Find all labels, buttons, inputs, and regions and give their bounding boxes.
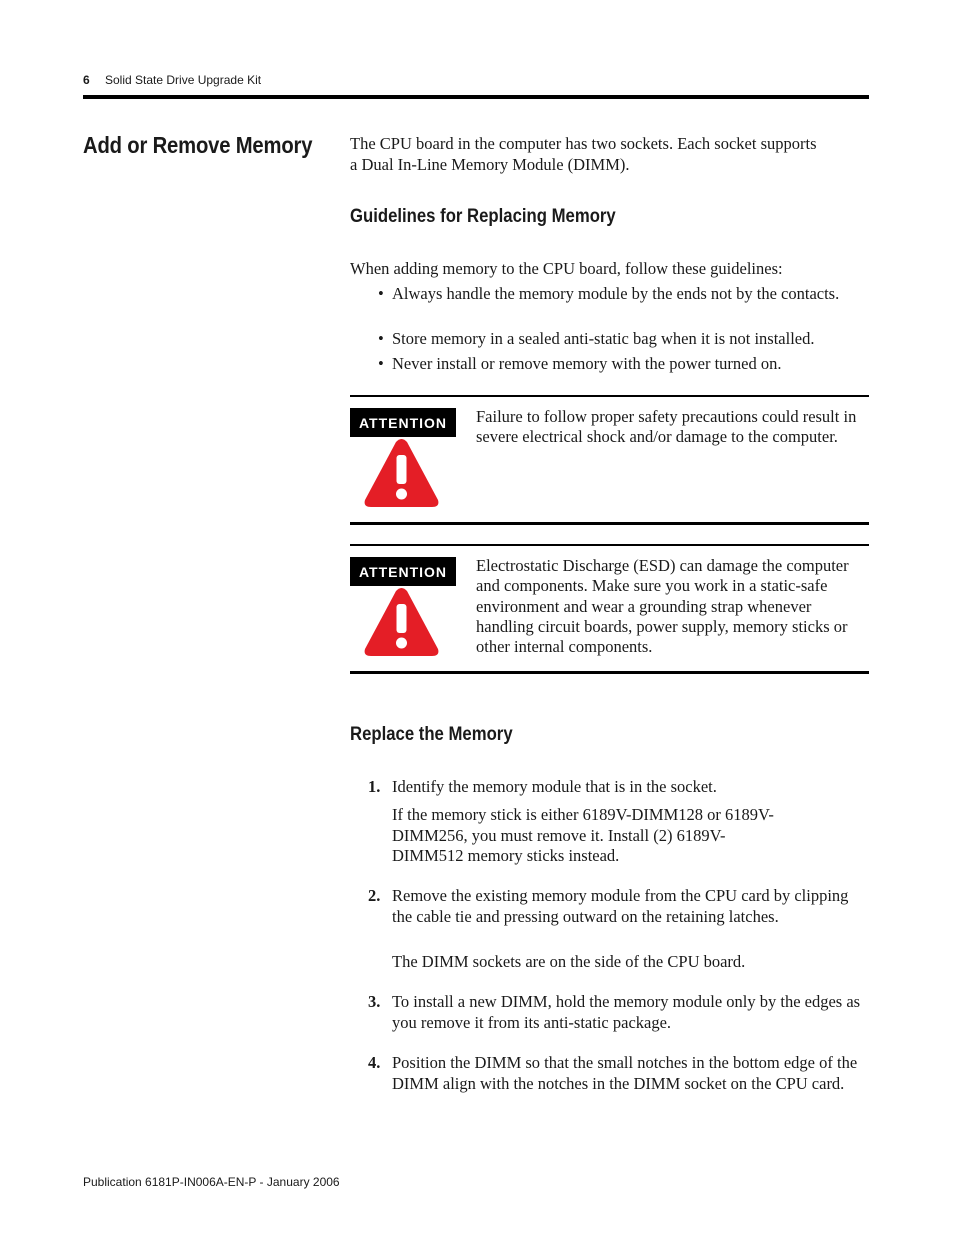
guidelines-lead: When adding memory to the CPU board, follow these guidelines:: [350, 259, 783, 278]
warning-triangle-icon: [363, 438, 440, 508]
step-text: Position the DIMM so that the small notches in the bottom edge of the DIMM align with the notches in the DIMM socket on the CPU card.: [392, 1053, 858, 1093]
guidelines-heading: Guidelines for Replacing Memory: [350, 206, 616, 227]
attention-top-rule: [350, 544, 869, 546]
publication-footer: Publication 6181P-IN006A-EN-P - January 2006: [83, 1175, 340, 1189]
step-note: If the memory stick is either 6189V-DIMM128 or 6189V-DIMM256, you must remove it. Install (2) 6189V-DIMM512 memory sticks instead.: [392, 805, 774, 865]
attention-top-rule: [350, 395, 869, 397]
intro-paragraph: The CPU board in the computer has two sockets. Each socket supports a Dual In-Line Memory Module (DIMM).: [350, 134, 817, 174]
attention-text: Electrostatic Discharge (ESD) can damage the computer and components. Make sure you work in a static-safe environment and wear a grounding strap whenever handling circuit boards, power supply, memory sticks or other internal components.: [476, 556, 849, 657]
section-title: Add or Remove Memory: [83, 132, 313, 158]
page-number: 6: [83, 73, 90, 87]
attention-bottom-rule: [350, 522, 869, 525]
step-number: 3.: [368, 992, 381, 1011]
step-text: To install a new DIMM, hold the memory module only by the edges as you remove it from its anti-static package.: [392, 992, 861, 1032]
list-item-text: Store memory in a sealed anti-static bag when it is not installed.: [392, 329, 815, 348]
list-item-text: Never install or remove memory with the power turned on.: [392, 354, 782, 373]
running-header-title: Solid State Drive Upgrade Kit: [105, 73, 262, 87]
warning-triangle-icon: [363, 587, 440, 657]
attention-badge: ATTENTION: [350, 408, 456, 437]
list-item-text: Always handle the memory module by the ends not by the contacts.: [392, 284, 840, 303]
header-rule: [83, 95, 869, 99]
step-number: 2.: [368, 886, 381, 905]
step-text: Identify the memory module that is in the socket.: [392, 777, 717, 796]
replace-heading: Replace the Memory: [350, 724, 513, 745]
attention-badge: ATTENTION: [350, 557, 456, 586]
bullet-dot: •: [378, 329, 384, 348]
attention-bottom-rule: [350, 671, 869, 674]
bullet-dot: •: [378, 284, 384, 303]
step-note: The DIMM sockets are on the side of the CPU board.: [392, 952, 746, 971]
attention-text: Failure to follow proper safety precautions could result in severe electrical shock and/or damage to the computer.: [476, 407, 857, 447]
bullet-dot: •: [378, 354, 384, 373]
step-number: 4.: [368, 1053, 381, 1072]
step-number: 1.: [368, 777, 381, 796]
step-text: Remove the existing memory module from the CPU card by clipping the cable tie and pressing outward on the retaining latches.: [392, 886, 849, 926]
